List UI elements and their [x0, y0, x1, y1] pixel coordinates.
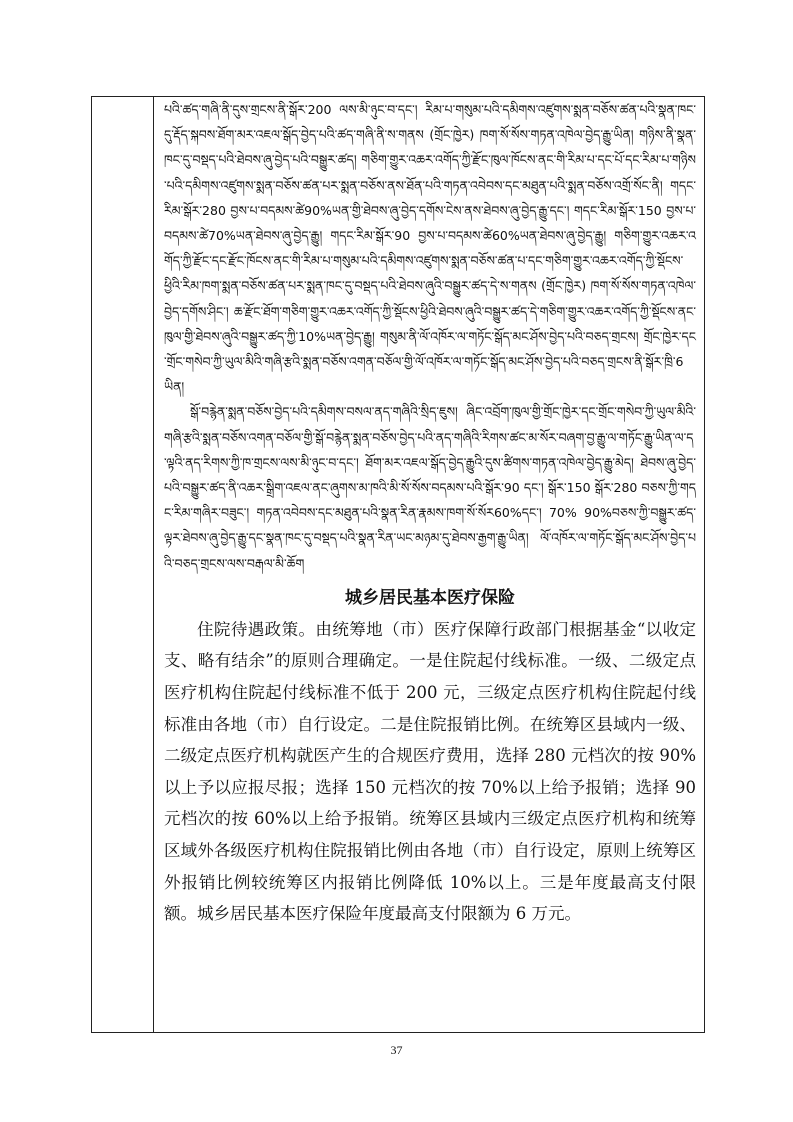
table-left-column: [92, 97, 154, 1032]
content-table: [91, 96, 705, 1033]
section-title: 城乡居民基本医疗保险: [345, 587, 515, 608]
tibetan-paragraph-1: པའི་ཚད་གཞི་ནི་དུས་གྲངས་ནི་སྒོར་200 ལས་མི་ཉུང་བ་དང་། རིམ་པ་གསུམ་པའི་དམིགས་འཛུགས་སྨན་བཅོས་ཚན་པའི་སྣན་ཁང་དུ་རྡོད་སྐབས་ཐོག་མར་འཇལ་སྒོད་བྱེད་པའི་ཚད་གཞི་ནི་ས་གནས (གྲོང་ཁྱེར) ཁག་སོ་སོས་གཏན་འཁེལ་བྱེད་རྒྱུ་ཡིན། གཉིས་ནི་སྣན་ཁང་དུ་བསྡད་པའི་ཐེབས་ཞུ་བྱེད་པའི་བསྒྱུར་ཚད། གཅིག་གྱུར་འཆར་འགོད་ཀྱི་རྫོང་ཁུལ་ཁོངས་ནང་གི་རིམ་པ་དང་པོ་དང་རིམ་པ་གཉིས་པའི་དམིགས་འཛུགས་སྨན་བཅོས་ཚན་པར་སྨན་བཅོས་ནས་ཐོན་པའི་གཏན་འབེབས་དང་མཐུན་པའི་སྨན་བཅོས་འགྲོ་སོང་ནི། གདང་རིམ་སྒོར་280 བྱས་པ་བདམས་ཚེ90%ཡན་གྱི་ཐེབས་ཞུ་བྱེད་དགོས་ངེས་ནས་ཐེབས་ཞུ་བྱེད་རྒྱུ་དང་། གདང་རིམ་སྒོར་150 བྱས་པ་བདམས་ཚེ70%ཡན་ཐེབས་ཞུ་བྱེད་རྒྱུ། གདང་རིམ་སྒོར་90 བྱས་པ་བདམས་ཚེ60%ཡན་ཐེབས་ཞུ་བྱེད་རྒྱུ། གཅིག་གྱུར་འཆར་འགོད་ཀྱི་རྫོང་དང་རྫོང་ཁོངས་ནང་གི་རིམ་པ་གསུམ་པའི་དམིགས་འཛུགས་སྨན་བཅོས་ཚན་པ་དང་གཅིག་གྱུར་འཆར་འགོད་ཀྱི་སྡོངས་ཕྱིའི་རིམ་ཁག་སྨན་བཅོས་ཚན་པར་སྨན་ཁང་དུ་བསྡད་པའི་ཐེབས་ཞུའི་བསྒྱུར་ཚད་དེ་ས་གནས (གྲོང་ཁྱེར) ཁག་སོ་སོས་གཏན་འཁེལ་བྱེད་དགོས་ཤིང་། ཆ་རྫོང་ཐོག་གཅིག་གྱུར་འཆར་འགོད་ཀྱི་སྡོངས་ཕྱིའི་ཐེབས་ཞུའི་བསྒྱུར་ཚད་དེ་གཅིག་གྱུར་འཆར་འགོད་ཀྱི་སྡོངས་ནང་ཁུལ་གྱི་ཐེབས་ཞུའི་བསྒྱུར་ཚད་ཀྱི་10%ཡན་བྱེད་རྒྱུ། གསུམ་ནི་ལོ་འཁོར་ལ་གཏོང་སྒོད་མང་ཤོས་བྱེད་པའི་བཅད་གྲངས། གྲོང་ཁྱེར་དང་གྲོང་གསེབ་ཀྱི་ཡུལ་མིའི་གཞི་རྩའི་སྨན་བཅོས་འགན་བཅོལ་གྱི་ལོ་འཁོར་ལ་གཏོང་སྒོད་མང་ཤོས་བྱེད་པའི་བཅད་གྲངས་ནི་སྒོར་ཁྲི་6 ཡིན།: [164, 102, 696, 395]
tibetan-paragraph-2: སྒོ་བརྙེན་སྨན་བཅོས་བྱེད་པའི་དམིགས་བསལ་ནད་གཞིའི་སྲིད་ཇུས། ཞིང་འབྲོག་ཁུལ་གྱི་གྲོང་ཁྱེར་དང་གྲོང་གསེབ་ཀྱི་ཡུལ་མིའི་གཞི་རྩའི་སྨན་བཅོས་འགན་བཅོལ་གྱི་སྒོ་བརྙེན་སྨན་བཅོས་བྱེད་པའི་ནད་གཞིའི་རིགས་ཚང་མ་སོར་བཞག་བྱ་རྒྱུ་ལ་གཏོང་རྒྱུ་ཡིན་ལ་ད་ལྟའི་ནད་རིགས་ཀྱི་ཁ་གྲངས་ལས་མི་ཉུང་བ་དང་། ཐོག་མར་འཇལ་སྒོད་བྱེད་རྒྱུའི་དུས་ཚིགས་གཏན་འཁེལ་བྱེད་རྒྱུ་མེད། ཐེབས་ཞུ་བྱེད་པའི་བསྒྱུར་ཚད་ནི་འཆར་སྒྲིག་འཇལ་ནང་ཞུགས་མ་ཁའི་མི་སོ་སོས་བདམས་པའི་སྒོར་90 དང་། སྒོར་150 སྒོར་280 བཅས་ཀྱི་གདང་རིམ་གཞིར་བཟུང་། གཏན་འབེབས་དང་མཐུན་པའི་སྣན་རིན་རྣམས་ཁག་སོ་སོར60%དང་། 70% 90%བཅས་ཀྱི་བསྒྱུར་ཚད་ལྟར་ཐེབས་ཞུ་བྱེད་རྒྱུ་དང་སྣན་ཁང་དུ་བསྡད་པའི་སྣན་རིན་ཡང་མཉམ་དུ་ཐེབས་རྒྱག་རྒྱུ་ཡིན། ལོ་འཁོར་ལ་གཏོང་སྒོད་མང་ཤོས་བྱེད་པའི་བཅད་གྲངས་ལས་བརྒལ་མི་ཆོག: [164, 404, 696, 571]
page-number: 37: [390, 1043, 403, 1057]
table-content-cell: [154, 97, 704, 1032]
chinese-paragraph: 住院待遇政策。由统筹地（市）医疗保障行政部门根据基金“以收定支、略有结余”的原则合理确定。一是住院起付线标准。一级、二级定点医疗机构住院起付线标准不低于 200 元，三级定点医疗机构住院起付线标准由各地（市）自行设定。二是住院报销比例。在统筹区县域内一级、二级定点医疗机构就医产生的合规医疗费用，选择 280 元档次的按 90%以上予以应报尽报；选择 150 元档次的按 70%以上给予报销；选择 90 元档次的按 60%以上给予报销。统筹区县域内三级定点医疗机构和统筹区域外各级医疗机构住院报销比例由各地（市）自行设定，原则上统筹区外报销比例较统筹区内报销比例降低 10%以上。三是年度最高支付限额。城乡居民基本医疗保险年度最高支付限额为 6 万元。: [164, 619, 696, 924]
